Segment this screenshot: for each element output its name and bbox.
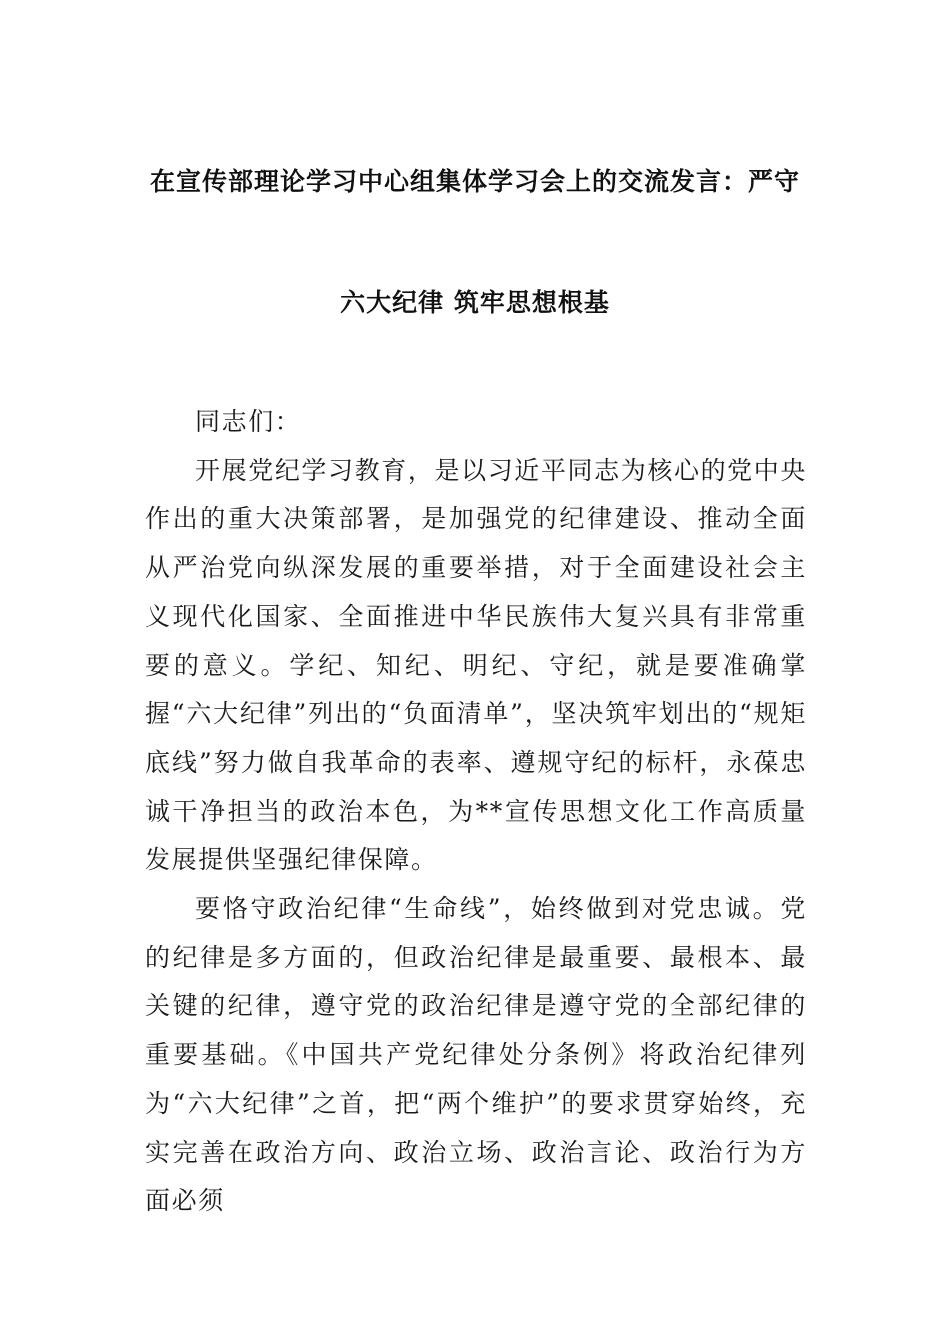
paragraph-2: 要恪守政治纪律“生命线”，始终做到对党忠诚。党的纪律是多方面的，但政治纪律是最重要、最根本、最关键的纪律，遵守党的政治纪律是遵守党的全部纪律的重要基础。《中国共产党纪律处分条例》将政治纪律列为“六大纪律”之首，把“两个维护”的要求贯穿始终，充实完善在政治方向、政治立场、政治言论、政治行为方面必须 xyxy=(145,894,807,1216)
paragraph-1: 开展党纪学习教育，是以习近平同志为核心的党中央作出的重大决策部署，是加强党的纪律建设、推动全面从严治党向纵深发展的重要举措，对于全面建设社会主义现代化国家、全面推进中华民族伟大复兴具有非常重要的意义。学纪、知纪、明纪、守纪，就是要准确掌握“六大纪律”列出的“负面清单”，坚决筑牢划出的“规矩底线”努力做自我革命的表率、遵规守纪的标杆，永葆忠诚干净担当的政治本色，为**宣传思想文化工作高质量发展提供坚强纪律保障。 xyxy=(145,455,807,875)
document-body xyxy=(145,398,807,1226)
document-title-line-2: 六大纪律 筑牢思想根基 xyxy=(340,288,610,317)
salutation: 同志们： xyxy=(195,407,302,436)
document-title-line-1: 在宣传部理论学习中心组集体学习会上的交流发言：严守 xyxy=(149,167,800,196)
